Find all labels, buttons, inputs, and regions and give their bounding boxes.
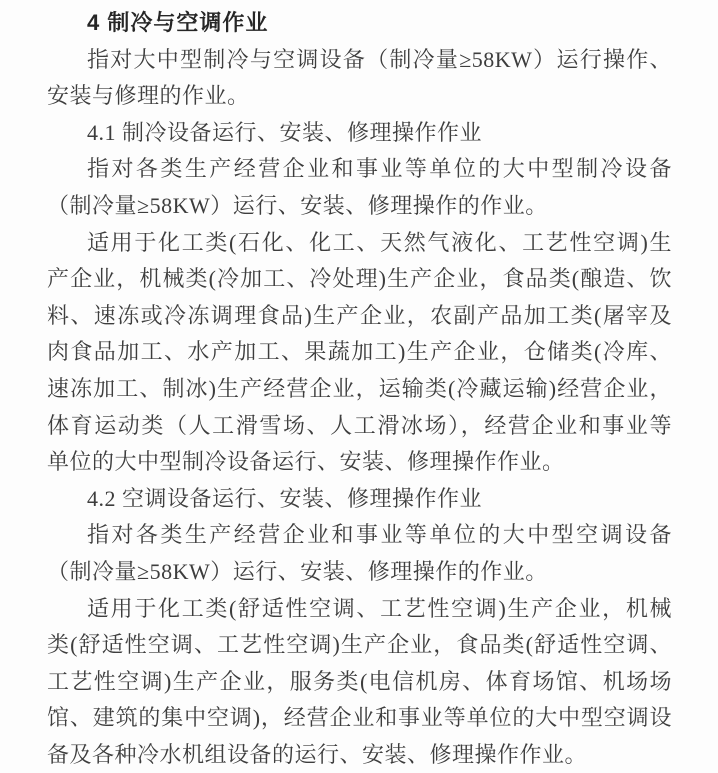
- paragraph-line: 肉食品加工、水产加工、果蔬加工)生产企业，仓储类(冷库、: [47, 339, 672, 365]
- paragraph-line: 安装与修理的作业。: [47, 83, 250, 109]
- paragraph-line: 适用于化工类(石化、化工、天然气液化、工艺性空调)生: [87, 229, 672, 255]
- paragraph-line: 指对各类生产经营企业和事业等单位的大中型制冷设备: [87, 156, 672, 182]
- paragraph-line: 指对各类生产经营企业和事业等单位的大中型空调设备: [87, 522, 672, 548]
- paragraph-line: 速冻加工、制冰)生产经营企业，运输类(冷藏运输)经营企业，: [47, 375, 672, 401]
- paragraph-line: （制冷量≥58KW）运行、安装、修理操作的作业。: [47, 192, 548, 218]
- paragraph-line: 适用于化工类(舒适性空调、工艺性空调)生产企业，机械: [87, 595, 672, 621]
- paragraph-line: 类(舒适性空调、工艺性空调)生产企业，食品类(舒适性空调、: [47, 632, 672, 658]
- subsection-heading-4-2: 4.2 空调设备运行、安装、修理操作作业: [87, 485, 483, 511]
- paragraph-line: （制冷量≥58KW）运行、安装、修理操作的作业。: [47, 558, 548, 584]
- paragraph-line: 料、速冻或冷冻调理食品)生产企业，农副产品加工类(屠宰及: [47, 302, 672, 328]
- paragraph-line: 指对大中型制冷与空调设备（制冷量≥58KW）运行操作、: [87, 46, 672, 72]
- paragraph-line: 单位的大中型制冷设备运行、安装、修理操作作业。: [47, 449, 565, 475]
- section-title: 4 制冷与空调作业: [87, 10, 269, 35]
- paragraph-line: 体育运动类（人工滑雪场、人工滑冰场），经营企业和事业等: [47, 412, 672, 438]
- paragraph-line: 产企业，机械类(冷加工、冷处理)生产企业，食品类(酿造、饮: [47, 266, 672, 292]
- subsection-heading-4-1: 4.1 制冷设备运行、安装、修理操作作业: [87, 119, 483, 145]
- paragraph-line: 备及各种冷水机组设备的运行、安装、修理操作作业。: [47, 741, 588, 767]
- paragraph-line: 工艺性空调)生产企业，服务类(电信机房、体育场馆、机场场: [47, 668, 672, 694]
- paragraph-line: 馆、建筑的集中空调)，经营企业和事业等单位的大中型空调设: [47, 705, 672, 731]
